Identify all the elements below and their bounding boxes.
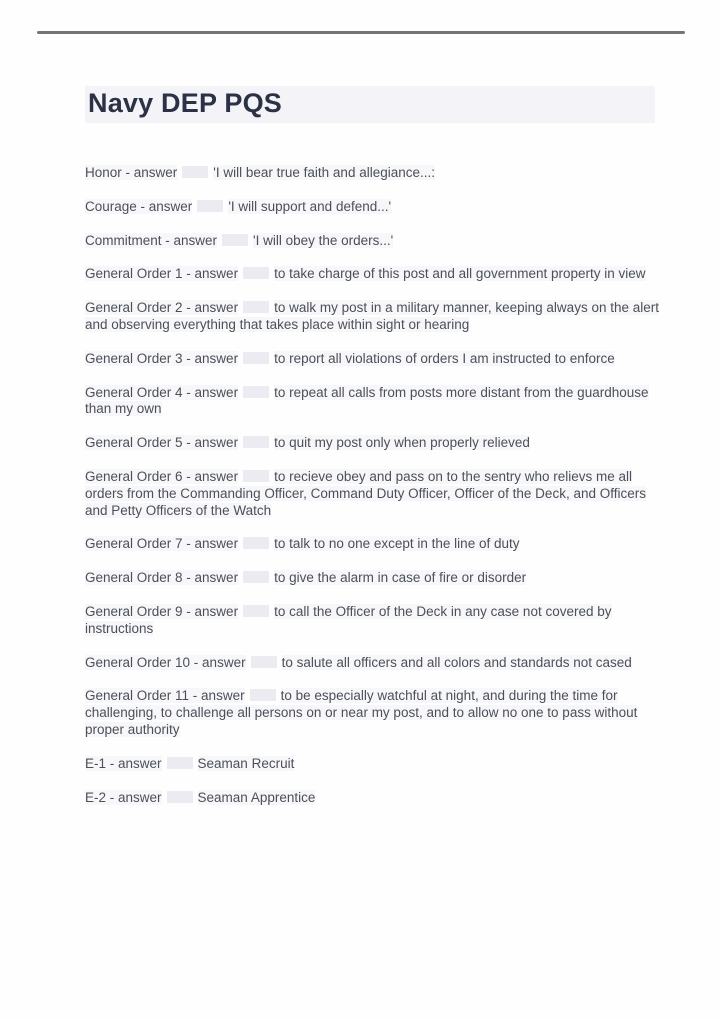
answer-gap-highlight (251, 656, 277, 668)
qa-term: E-1 - answer (85, 755, 162, 771)
answer-gap-highlight (243, 470, 269, 482)
answer-gap-highlight (243, 301, 269, 313)
qa-item (85, 385, 661, 419)
qa-definition: to report all violations of orders I am instructed to enforce (274, 350, 615, 366)
qa-term: General Order 7 - answer (85, 536, 239, 552)
page-title: Navy DEP PQS (88, 88, 282, 118)
qa-term: Honor - answer (85, 165, 178, 180)
qa-item (85, 655, 661, 672)
answer-gap-highlight (222, 234, 248, 246)
qa-definition: to call the Officer of the Deck in any case not covered by instructions (85, 603, 612, 636)
qa-term: General Order 9 - answer (85, 603, 239, 619)
qa-term: General Order 10 - answer (85, 654, 246, 670)
qa-item (85, 233, 661, 250)
qa-term: General Order 1 - answer (85, 266, 239, 282)
qa-definition: Seaman Apprentice (197, 789, 316, 805)
qa-term: General Order 3 - answer (85, 350, 239, 366)
answer-gap-highlight (243, 605, 269, 617)
qa-item (85, 536, 661, 553)
qa-item (85, 688, 661, 738)
qa-definition: 'I will obey the orders...' (253, 232, 394, 248)
qa-definition: to repeat all calls from posts more distant from the guardhouse than my own (85, 384, 649, 417)
qa-definition: to give the alarm in case of fire or disorder (274, 570, 527, 586)
answer-gap-highlight (243, 436, 269, 448)
qa-item (85, 469, 661, 519)
qa-term: General Order 11 - answer (85, 688, 245, 704)
qa-item (85, 351, 661, 368)
qa-term: Courage - answer (85, 198, 193, 214)
qa-definition: to be especially watchful at night, and during the time for challenging, to challenge all persons on or near my post, and to allow no one to pass without proper authority (85, 688, 638, 737)
qa-term: E-2 - answer (85, 789, 162, 805)
qa-term: Commitment - answer (85, 232, 218, 248)
qa-definition: 'I will support and defend...' (228, 198, 392, 214)
qa-term: General Order 4 - answer (85, 384, 239, 400)
qa-item (85, 165, 661, 182)
qa-item (85, 266, 661, 283)
answer-gap-highlight (243, 352, 269, 364)
qa-list (85, 165, 661, 823)
qa-definition: Seaman Recruit (197, 755, 295, 771)
qa-term: General Order 6 - answer (85, 468, 239, 484)
qa-definition: to quit my post only when properly relieved (274, 435, 530, 451)
qa-item (85, 604, 661, 638)
qa-item (85, 199, 661, 216)
qa-item (85, 790, 661, 807)
answer-gap-highlight (243, 267, 269, 279)
qa-definition: to walk my post in a military manner, keeping always on the alert and observing everything that takes place within sight or hearing (85, 300, 659, 332)
answer-gap-highlight (243, 537, 269, 549)
answer-gap-highlight (197, 200, 223, 212)
answer-gap-highlight (243, 386, 269, 398)
answer-gap-highlight (167, 757, 193, 769)
top-divider (37, 31, 685, 34)
qa-definition: to take charge of this post and all government property in view (274, 266, 646, 282)
answer-gap-highlight (250, 689, 276, 701)
qa-item (85, 570, 661, 587)
qa-term: General Order 2 - answer (85, 300, 239, 316)
qa-item (85, 435, 661, 452)
qa-term: General Order 5 - answer (85, 435, 239, 451)
qa-item (85, 300, 661, 334)
title-highlight-bar (85, 86, 655, 123)
qa-definition: to salute all officers and all colors and standards not cased (281, 654, 632, 670)
answer-gap-highlight (167, 791, 193, 803)
answer-gap-highlight (243, 571, 269, 583)
qa-definition: to recieve obey and pass on to the sentry who relievs me all orders from the Commanding Officer, Command Duty Officer, Officer of the Deck, and Officers and Petty Officers of the Watch (85, 468, 646, 518)
qa-item (85, 756, 661, 773)
answer-gap-highlight (182, 166, 208, 178)
qa-definition: 'I will bear true faith and allegiance...: (213, 165, 435, 180)
qa-term: General Order 8 - answer (85, 570, 239, 586)
qa-definition: to talk to no one except in the line of duty (274, 536, 520, 552)
